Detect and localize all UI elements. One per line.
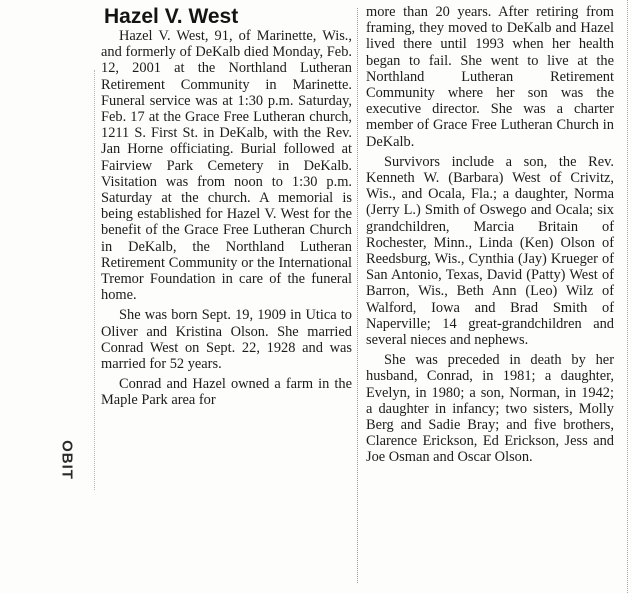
paragraph-survivors: Survivors include a son, the Rev. Kenneth W. (Barbara) West of Crivitz, Wis., and Ocala, Fla.; a daughter, Norma (Jerry L.) Smith of Oswego and Ocala; six grandchildren, Marcia Britain of Rochester, Minn., Linda (Ken) Olson of Reedsburg, Wis., Cynthia (Jay) Krueger of San Antonio, Texas, David (Patty) West of Barron, Wis., Beth Ann (Leo) Wilz of Walford, Iowa and Brad Smith of Naperville; 14 great-grandchildren and several nieces and nephews.: [366, 153, 614, 349]
right-column: [366, 4, 614, 470]
left-column: [101, 28, 352, 413]
paragraph-preceded-in-death: She was preceded in death by her husband, Conrad, in 1981; a daughter, Evelyn, in 1980; a son, Norman, in 1942; a daughter in infancy; two sisters, Molly Berg and Sadie Bray; and five brothers, Clarence Erickson, Ed Erickson, Jess and Joe Osman and Oscar Olson.: [366, 352, 614, 466]
right-edge-rule: [627, 0, 628, 593]
left-edge-rule: [94, 70, 95, 490]
paragraph-death-notice: Hazel V. West, 91, of Marinette, Wis., and formerly of DeKalb died Monday, Feb. 12, 2001 at the Northland Lutheran Retirement Community in Marinette. Funeral service was at 1:30 p.m. Saturday, Feb. 17 at the Grace Free Lutheran church, 1211 S. First St. in DeKalb, with the Rev. Jan Horne officiating. Burial followed at Fairview Park Cemetery in DeKalb. Visitation was from noon to 1:30 p.m. Saturday at the church. A memorial is being established for Hazel V. West for the benefit of the Grace Free Lutheran Church in DeKalb, the Northland Lutheran Retirement Community or the International Tremor Foundation in care of the funeral home.: [101, 28, 352, 304]
obit-stamp: [57, 438, 77, 482]
paragraph-birth-marriage: She was born Sept. 19, 1909 in Utica to Oliver and Kristina Olson. She married Conrad West on Sept. 22, 1928 and was married for 52 years.: [101, 307, 352, 373]
obituary-headline: Hazel V. West: [104, 5, 239, 28]
paragraph-farm-start: Conrad and Hazel owned a farm in the Maple Park area for: [101, 376, 352, 409]
paragraph-farm-continued: more than 20 years. After retiring from framing, they moved to DeKalb and Hazel lived there until 1993 when her health began to fail. She went to live at the Northland Lutheran Retirement Community where her son was the executive director. She was a charter member of Grace Free Lutheran Church in DeKalb.: [366, 4, 614, 150]
obit-stamp-text: OBIT: [58, 440, 76, 480]
column-divider: [357, 8, 358, 583]
